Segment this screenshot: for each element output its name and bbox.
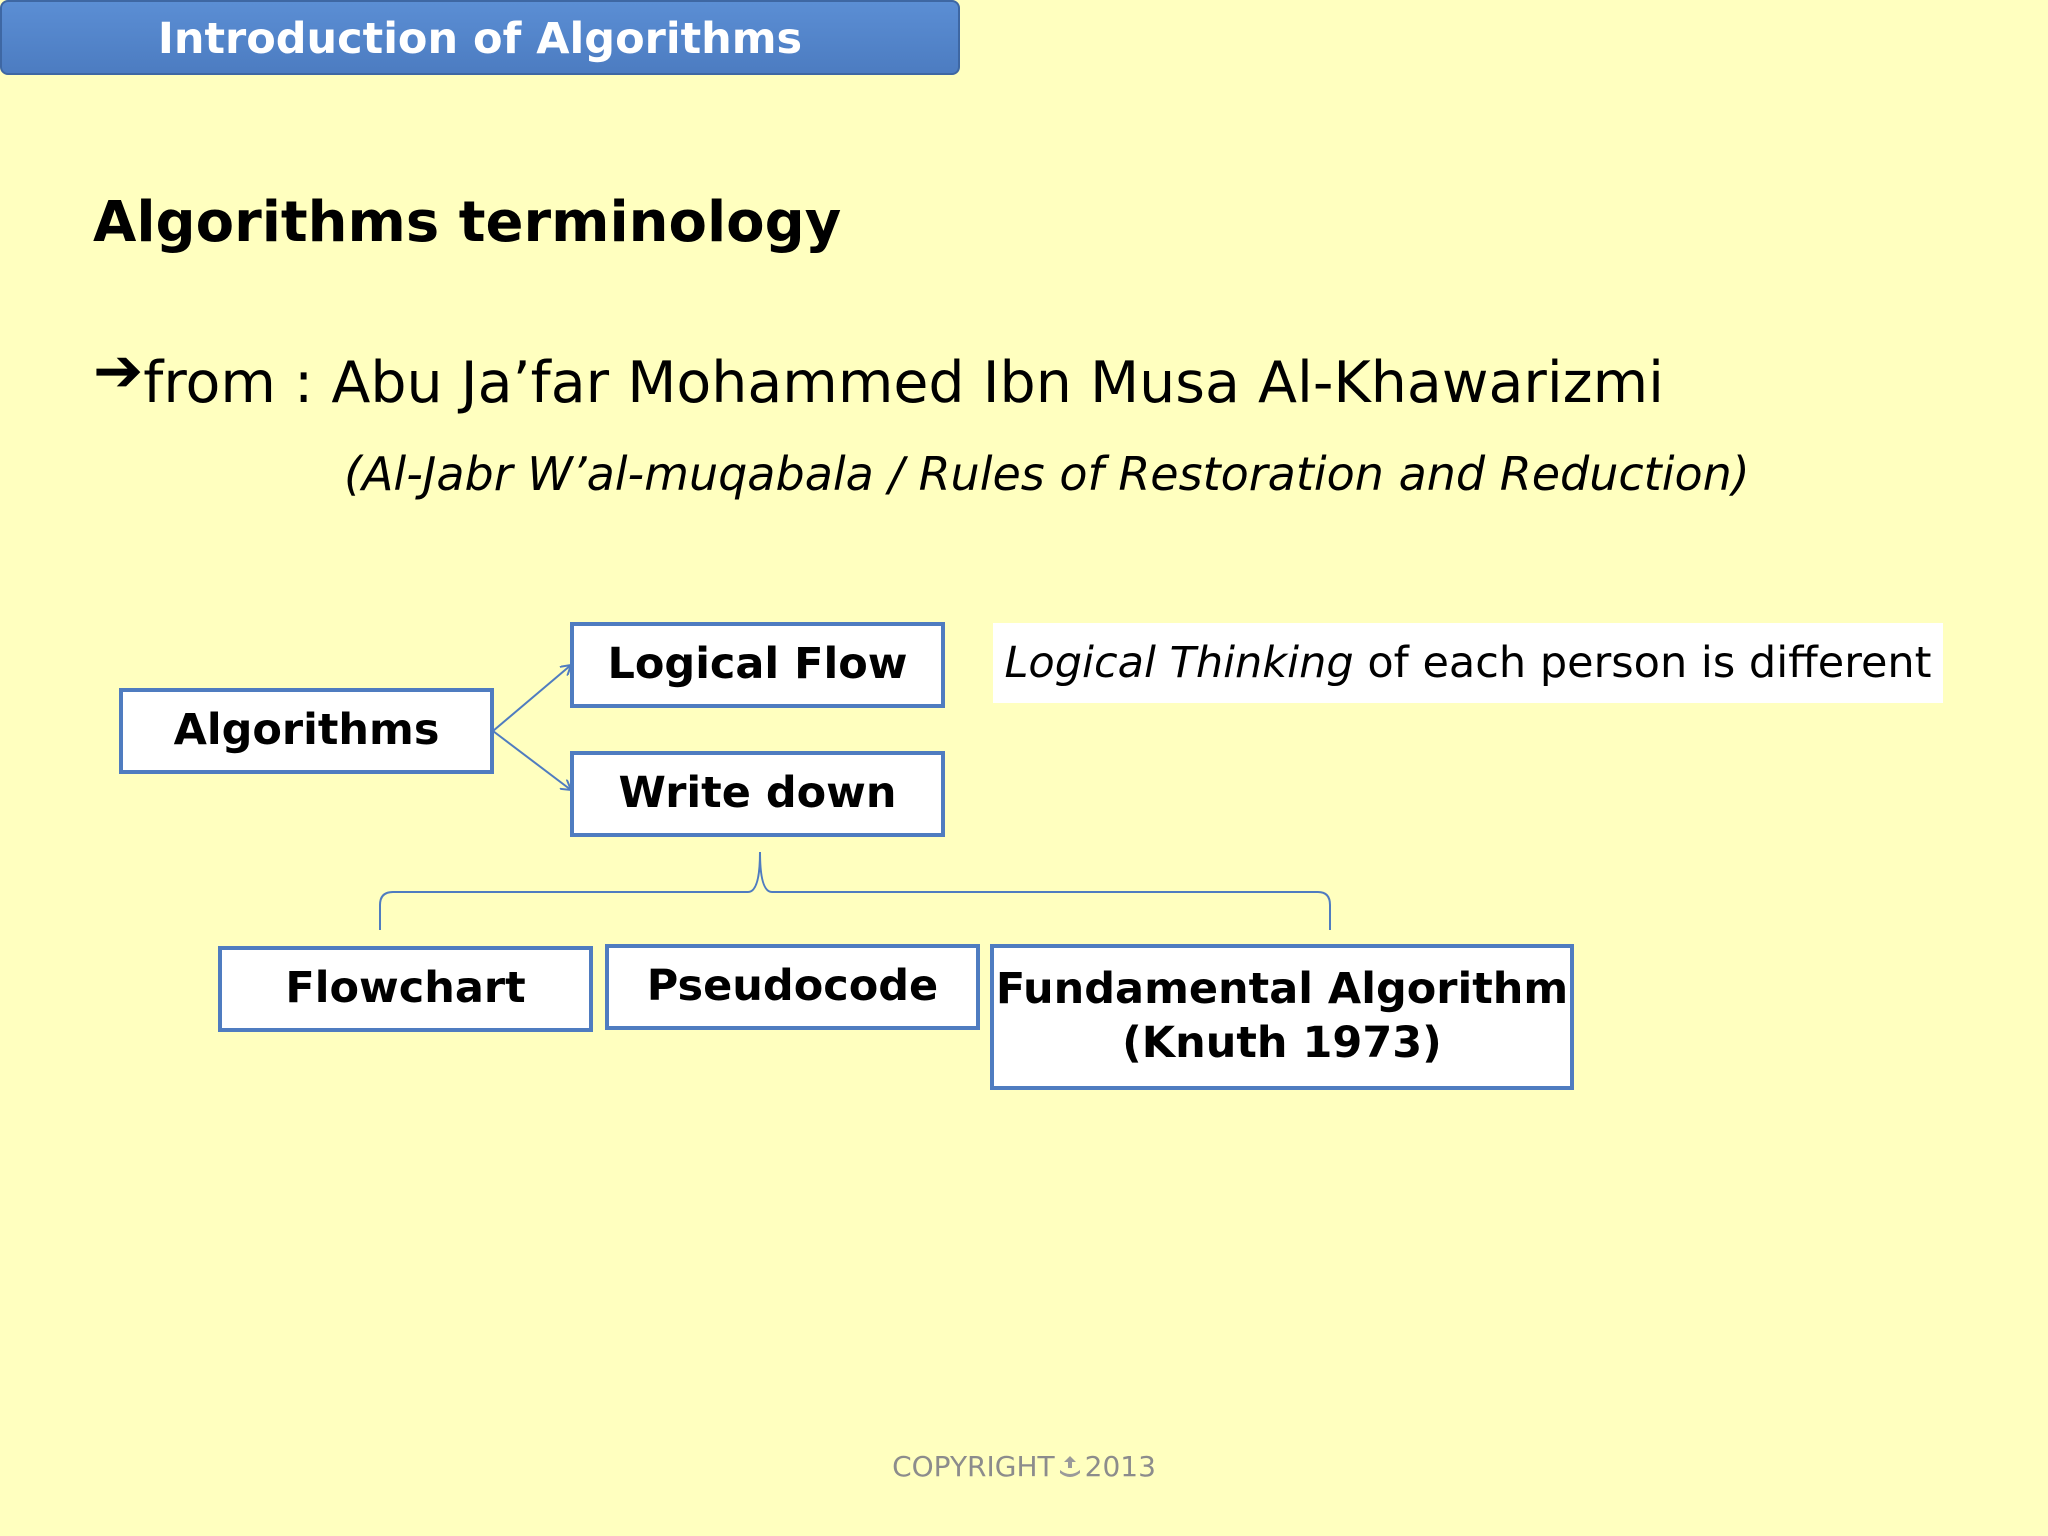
pseudocode-label: Pseudocode	[646, 961, 939, 1012]
logical-thinking-note	[993, 623, 1943, 703]
flowchart-box	[218, 946, 593, 1032]
header-title: Introduction of Algorithms	[157, 14, 803, 64]
algorithms-box	[119, 688, 494, 774]
copyright-year: 2013	[1084, 1450, 1156, 1483]
source-text: from : Abu Ja’far Mohammed Ibn Musa Al-Khawarizmi	[143, 350, 1664, 416]
footer	[0, 1450, 2048, 1483]
logical-flow-label: Logical Flow	[607, 639, 908, 690]
publisher-logo-icon	[1057, 1453, 1083, 1479]
write-down-box	[570, 751, 945, 837]
brace-connector	[380, 852, 1330, 930]
arrow-to-logical-flow	[493, 665, 571, 731]
flowchart-label: Flowchart	[285, 963, 526, 1014]
note-rest: of each person is different	[1353, 638, 1932, 688]
note-emphasis: Logical Thinking	[1004, 638, 1354, 688]
algorithms-label: Algorithms	[173, 705, 440, 756]
logical-flow-box	[570, 622, 945, 708]
arrow-to-write-down	[493, 731, 571, 790]
pseudocode-box	[605, 944, 980, 1030]
right-arrow-icon: ➔	[93, 336, 144, 406]
copyright-label: COPYRIGHT	[892, 1450, 1055, 1483]
write-down-label: Write down	[618, 768, 897, 819]
knuth-label: (Knuth 1973)	[1122, 1018, 1442, 1068]
fundamental-algorithm-label: Fundamental Algorithm	[995, 964, 1569, 1015]
fundamental-algorithm-box	[990, 944, 1574, 1090]
slide-title: Algorithms terminology	[93, 190, 842, 255]
source-subtitle: (Al-Jabr W’al-muqabala / Rules of Restoration and Reduction)	[344, 447, 1750, 501]
